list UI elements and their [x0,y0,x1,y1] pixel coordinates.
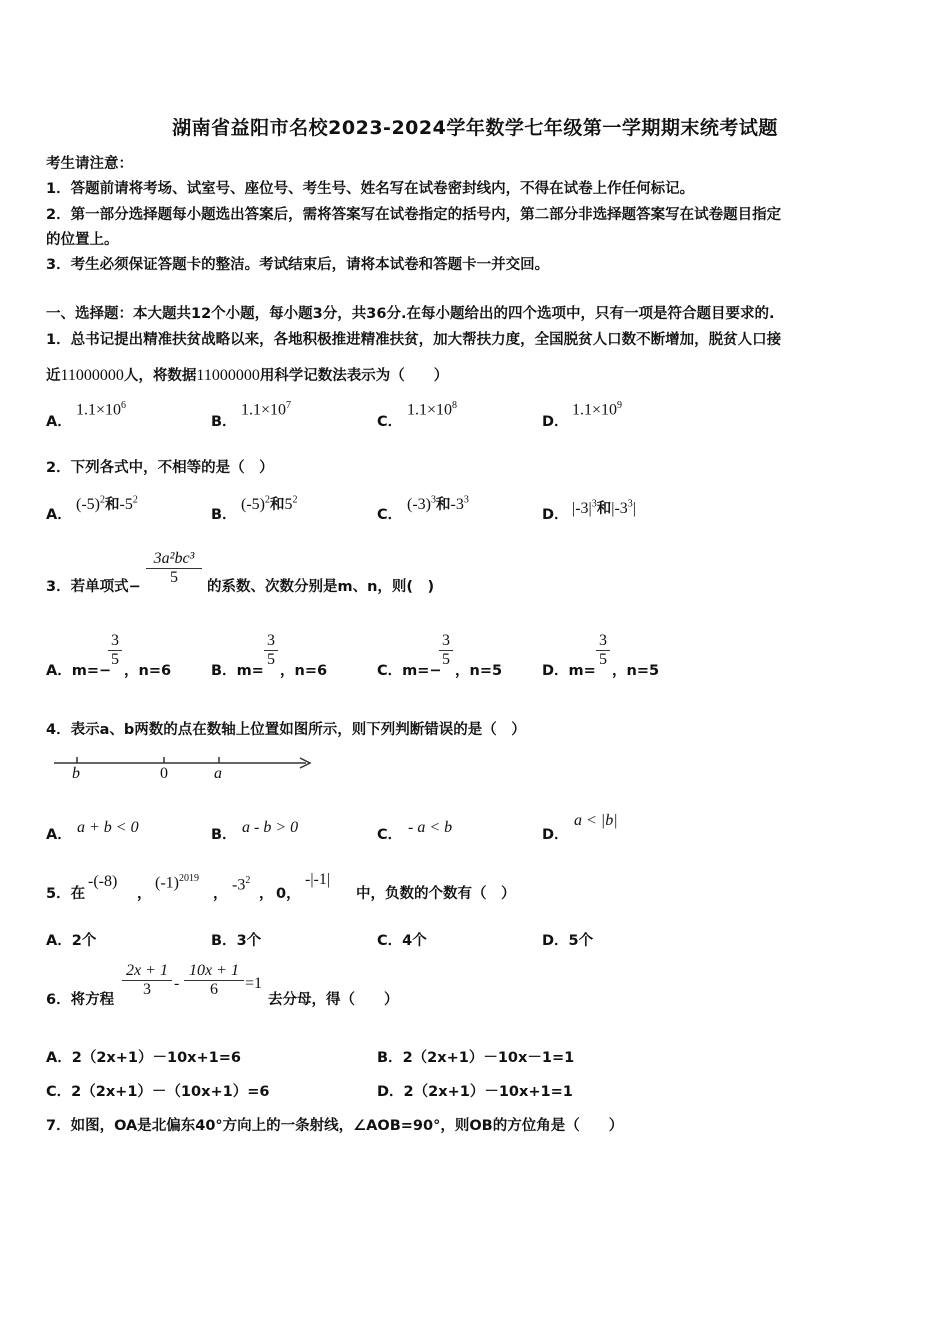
q1-option-c-value: $1.1\times 10^8$ [407,400,458,419]
q1-option-a-value: $1.1\times 10^6$ [76,400,127,419]
q1-option-d[interactable]: D． [542,414,569,430]
question-1-line2: 近11000000人，将数据11000000用科学记数法表示为（ ） [46,367,449,384]
q1-option-b[interactable]: B． [211,414,237,430]
q4-option-c-value: - a < b [408,819,453,836]
q2-option-c[interactable]: C． [377,507,403,523]
q2-option-b-value: $(-5)^2$和$5^2$ [241,494,298,513]
notice-item: 3．考生必须保证答题卡的整洁。考试结束后，请将本试卷和答题卡一并交回。 [46,257,550,273]
q5-expr-1: -(-8) [88,873,118,890]
axis-label-b: b [72,765,80,782]
question-3-stem-b: 的系数、次数分别是m、n，则( ) [207,579,435,595]
q6-option-c[interactable]: C．2（2x+1）－（10x+1）=6 [46,1084,270,1100]
q2-option-a-value: $(-5)^2$和$-5^2$ [76,494,138,513]
q3-option-a[interactable]: A．m=− [46,663,112,679]
notice-item: 1．答题前请将考场、试室号、座位号、考生号、姓名写在试卷密封线内，不得在试卷上作任何标记。 [46,181,695,197]
q6-minus: - [174,975,180,992]
q2-option-d[interactable]: D． [542,507,569,523]
q5-expr-5: -|-1| [305,871,331,888]
notice-heading: 考生请注意： [46,156,133,172]
q3-option-c-fraction: $\frac{3}{5}$ [439,632,453,669]
q5-option-a[interactable]: A．2个 [46,933,97,949]
q4-option-d[interactable]: D． [542,827,569,843]
axis-label-0: 0 [160,765,168,782]
question-2-stem: 2．下列各式中，不相等的是（ ） [46,460,274,476]
question-5-stem-b: 中，负数的个数有（ ） [356,886,516,902]
page-title: 湖南省益阳市名校2023-2024学年数学七年级第一学期期末统考试题 [172,117,778,139]
q2-option-d-value: $|-3|^3$和$|-3^3|$ [572,498,636,517]
q2-option-b[interactable]: B． [211,507,237,523]
q4-option-a-value: a + b < 0 [77,819,139,836]
q5-expr-3: $-3^2$ [232,875,251,894]
q3-option-b[interactable]: B．m= [211,663,264,679]
q5-expr-4: 0， [276,886,301,902]
q6-fraction-1: $\frac{2x + 1}{3}$ [122,962,172,999]
q4-option-d-value: a < |b| [574,812,618,829]
q5-comma: ， [137,886,152,902]
question-6-stem-a: 6．将方程 [46,992,115,1008]
question-5-stem-a: 5．在 [46,886,86,902]
q3-option-a-n: ，n=6 [124,663,172,679]
q3-fraction: $\frac{\text{3a²bc³}}{5}$ [146,550,202,587]
q5-comma: ， [213,886,228,902]
q1-option-a[interactable]: A． [46,414,72,430]
question-1-line1: 1．总书记提出精准扶贫战略以来，各地积极推进精准扶贫，加大帮扶力度，全国脱贫人口数不断增加，脱贫人口接 [46,332,782,348]
q6-fraction-2: $\frac{10x + 1}{6}$ [184,962,244,999]
q5-comma: ， [259,886,274,902]
q5-option-c[interactable]: C．4个 [377,933,427,949]
q3-option-d-n: ，n=5 [612,663,660,679]
notice-item: 2．第一部分选择题每小题选出答案后，需将答案写在试卷指定的括号内，第二部分非选择题答案写在试卷题目指定 [46,207,782,223]
q1-option-d-value: $1.1\times 10^9$ [572,400,623,419]
question-3-stem-a: 3．若单项式− [46,579,141,595]
q6-option-d[interactable]: D．2（2x+1）－10x+1=1 [377,1084,573,1100]
question-4-stem: 4．表示a、b两数的点在数轴上位置如图所示，则下列判断错误的是（ ） [46,722,526,738]
q5-option-d[interactable]: D．5个 [542,933,594,949]
q4-option-b-value: a - b > 0 [242,819,299,836]
q4-option-b[interactable]: B． [211,827,237,843]
q2-option-c-value: $(-3)^3$和$-3^3$ [407,494,469,513]
q3-option-b-fraction: $\frac{3}{5}$ [264,632,278,669]
axis-label-a: a [214,765,222,782]
q5-option-b[interactable]: B．3个 [211,933,262,949]
q6-option-a[interactable]: A．2（2x+1）－10x+1=6 [46,1050,242,1066]
q3-option-d-fraction: $\frac{3}{5}$ [596,632,610,669]
question-6-stem-b: 去分母，得（ ） [268,992,399,1008]
q6-equals: =1 [245,975,263,992]
q3-option-d[interactable]: D．m= [542,663,596,679]
q3-option-b-n: ，n=6 [280,663,328,679]
q4-option-a[interactable]: A． [46,827,72,843]
question-7-stem: 7．如图，OA是北偏东40°方向上的一条射线，∠AOB=90°，则OB的方位角是（ ） [46,1118,624,1134]
q5-expr-2: $(-1)^{2019}$ [155,873,199,892]
q2-option-a[interactable]: A． [46,507,72,523]
q1-option-b-value: $1.1\times 10^7$ [241,400,292,419]
q3-option-c[interactable]: C．m=− [377,663,442,679]
section-heading: 一、选择题：本大题共12个小题，每小题3分，共36分.在每小题给出的四个选项中，只有一项是符合题目要求的. [46,306,775,322]
q6-option-b[interactable]: B．2（2x+1）－10x－1=1 [377,1050,575,1066]
number-line-figure [50,748,320,788]
q3-option-a-fraction: $\frac{3}{5}$ [108,632,122,669]
notice-item: 的位置上。 [46,232,119,248]
q1-option-c[interactable]: C． [377,414,403,430]
q4-option-c[interactable]: C． [377,827,403,843]
q3-option-c-n: ，n=5 [455,663,503,679]
